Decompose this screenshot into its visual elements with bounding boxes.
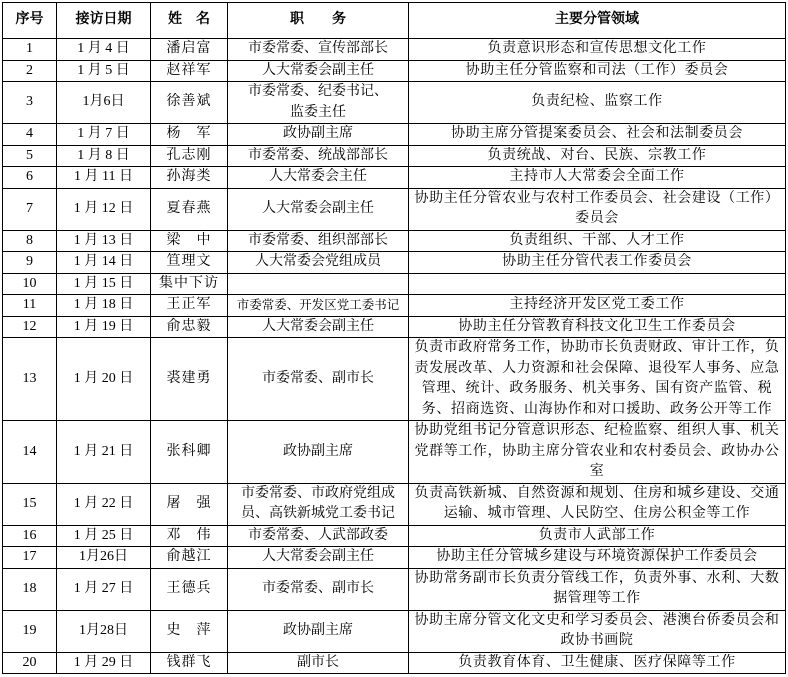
official-position: 市委常委、宣传部部长 bbox=[228, 39, 409, 61]
responsibility-area: 协助主席分管提案委员会、社会和法制委员会 bbox=[409, 124, 786, 146]
row-number: 12 bbox=[3, 316, 57, 338]
row-number: 7 bbox=[3, 188, 57, 230]
official-position: 市委常委、人武部政委 bbox=[228, 525, 409, 547]
row-number: 5 bbox=[3, 145, 57, 167]
official-position: 市委常委、市政府党组成员、高铁新城党工委书记 bbox=[228, 483, 409, 525]
table-row bbox=[3, 230, 786, 252]
responsibility-area: 负责市人武部工作 bbox=[409, 525, 786, 547]
responsibility-area: 主持经济开发区党工委工作 bbox=[409, 295, 786, 317]
visit-date: 1 月 11 日 bbox=[57, 167, 151, 189]
visit-date: 1 月 7 日 bbox=[57, 124, 151, 146]
official-position: 人大常委会副主任 bbox=[228, 316, 409, 338]
official-name: 张科卿 bbox=[151, 421, 228, 484]
responsibility-area: 负责教育体育、卫生健康、医疗保障等工作 bbox=[409, 652, 786, 674]
responsibility-area bbox=[409, 273, 786, 295]
official-name: 夏春燕 bbox=[151, 188, 228, 230]
row-number: 14 bbox=[3, 421, 57, 484]
official-name: 徐善斌 bbox=[151, 82, 228, 124]
official-name: 孙海类 bbox=[151, 167, 228, 189]
row-number: 19 bbox=[3, 610, 57, 652]
visit-date: 1 月 27 日 bbox=[57, 568, 151, 610]
row-number: 16 bbox=[3, 525, 57, 547]
official-name: 集中下访 bbox=[151, 273, 228, 295]
table-row bbox=[3, 295, 786, 317]
table-row bbox=[3, 82, 786, 124]
official-name: 俞忠毅 bbox=[151, 316, 228, 338]
official-position: 人大常委会副主任 bbox=[228, 547, 409, 569]
responsibility-area: 协助常务副市长负责分管线工作，负责外事、水利、大数据管理等工作 bbox=[409, 568, 786, 610]
responsibility-area: 负责组织、干部、人才工作 bbox=[409, 230, 786, 252]
official-name: 赵祥军 bbox=[151, 60, 228, 82]
responsibility-area: 协助主席分管文化文史和学习委员会、港澳台侨委员会和政协书画院 bbox=[409, 610, 786, 652]
visit-date: 1 月 15 日 bbox=[57, 273, 151, 295]
visit-date: 1月6日 bbox=[57, 82, 151, 124]
table-row bbox=[3, 525, 786, 547]
official-position bbox=[228, 273, 409, 295]
visit-date: 1 月 8 日 bbox=[57, 145, 151, 167]
official-name: 钱群飞 bbox=[151, 652, 228, 674]
row-number: 20 bbox=[3, 652, 57, 674]
official-position: 人大常委会主任 bbox=[228, 167, 409, 189]
table-row bbox=[3, 124, 786, 146]
header-position: 职 务 bbox=[228, 3, 409, 39]
responsibility-area: 协助主任分管农业与农村工作委员会、社会建设（工作）委员会 bbox=[409, 188, 786, 230]
table-row bbox=[3, 610, 786, 652]
official-name: 杨 军 bbox=[151, 124, 228, 146]
row-number: 1 bbox=[3, 39, 57, 61]
table-row bbox=[3, 547, 786, 569]
row-number: 4 bbox=[3, 124, 57, 146]
table-row bbox=[3, 652, 786, 674]
row-number: 13 bbox=[3, 338, 57, 421]
table-row bbox=[3, 167, 786, 189]
official-name: 潘启富 bbox=[151, 39, 228, 61]
header-duties: 主要分管领域 bbox=[409, 3, 786, 39]
official-position: 政协副主席 bbox=[228, 124, 409, 146]
row-number: 18 bbox=[3, 568, 57, 610]
table-header-row bbox=[3, 3, 786, 39]
row-number: 6 bbox=[3, 167, 57, 189]
official-name: 孔志刚 bbox=[151, 145, 228, 167]
visit-date: 1 月 12 日 bbox=[57, 188, 151, 230]
header-date: 接访日期 bbox=[57, 3, 151, 39]
official-position: 市委常委、组织部部长 bbox=[228, 230, 409, 252]
visit-date: 1 月 14 日 bbox=[57, 252, 151, 274]
official-name: 梁 中 bbox=[151, 230, 228, 252]
visit-date: 1 月 22 日 bbox=[57, 483, 151, 525]
official-name: 俞越江 bbox=[151, 547, 228, 569]
table-row bbox=[3, 483, 786, 525]
row-number: 10 bbox=[3, 273, 57, 295]
visit-date: 1 月 4 日 bbox=[57, 39, 151, 61]
official-name: 裘建勇 bbox=[151, 338, 228, 421]
official-name: 史 萍 bbox=[151, 610, 228, 652]
official-position: 市委常委、副市长 bbox=[228, 568, 409, 610]
official-position: 市委常委、统战部部长 bbox=[228, 145, 409, 167]
visit-date: 1 月 18 日 bbox=[57, 295, 151, 317]
official-position: 政协副主席 bbox=[228, 421, 409, 484]
visit-date: 1 月 25 日 bbox=[57, 525, 151, 547]
responsibility-area: 协助主任分管城乡建设与环境资源保护工作委员会 bbox=[409, 547, 786, 569]
official-position: 人大常委会党组成员 bbox=[228, 252, 409, 274]
table-row bbox=[3, 145, 786, 167]
responsibility-area: 协助主任分管教育科技文化卫生工作委员会 bbox=[409, 316, 786, 338]
visit-date: 1 月 19 日 bbox=[57, 316, 151, 338]
visit-date: 1月28日 bbox=[57, 610, 151, 652]
table-row bbox=[3, 39, 786, 61]
responsibility-area: 协助主任分管代表工作委员会 bbox=[409, 252, 786, 274]
official-position: 市委常委、副市长 bbox=[228, 338, 409, 421]
table-row bbox=[3, 273, 786, 295]
visit-date: 1月26日 bbox=[57, 547, 151, 569]
row-number: 2 bbox=[3, 60, 57, 82]
responsibility-area: 主持市人大常委会全面工作 bbox=[409, 167, 786, 189]
table-row bbox=[3, 188, 786, 230]
official-position: 市委常委、纪委书记、监委主任 bbox=[228, 82, 409, 124]
row-number: 9 bbox=[3, 252, 57, 274]
responsibility-area: 负责纪检、监察工作 bbox=[409, 82, 786, 124]
header-number: 序号 bbox=[3, 3, 57, 39]
table-row bbox=[3, 338, 786, 421]
responsibility-area: 负责意识形态和宣传思想文化工作 bbox=[409, 39, 786, 61]
row-number: 11 bbox=[3, 295, 57, 317]
official-name: 王正军 bbox=[151, 295, 228, 317]
header-name: 姓 名 bbox=[151, 3, 228, 39]
official-name: 笪理文 bbox=[151, 252, 228, 274]
visit-date: 1 月 21 日 bbox=[57, 421, 151, 484]
official-position: 政协副主席 bbox=[228, 610, 409, 652]
official-position: 副市长 bbox=[228, 652, 409, 674]
table-row bbox=[3, 252, 786, 274]
official-name: 邓 伟 bbox=[151, 525, 228, 547]
responsibility-area: 负责高铁新城、自然资源和规划、住房和城乡建设、交通运输、城市管理、人民防空、住房公积金等工作 bbox=[409, 483, 786, 525]
responsibility-area: 负责市政府常务工作，协助市长负责财政、审计工作，负责发展改革、人力资源和社会保障、退役军人事务、应急管理、统计、政务服务、机关事务、国有资产监管、税务、招商选资、山海协作和对口援助、政务公开等工作 bbox=[409, 338, 786, 421]
row-number: 15 bbox=[3, 483, 57, 525]
responsibility-area: 协助党组书记分管意识形态、纪检监察、组织人事、机关党群等工作，协助主席分管农业和农村委员会、政协办公室 bbox=[409, 421, 786, 484]
reception-schedule-table bbox=[2, 2, 786, 674]
table-row bbox=[3, 316, 786, 338]
official-position: 人大常委会副主任 bbox=[228, 188, 409, 230]
official-name: 王德兵 bbox=[151, 568, 228, 610]
visit-date: 1 月 13 日 bbox=[57, 230, 151, 252]
visit-date: 1 月 29 日 bbox=[57, 652, 151, 674]
table-row bbox=[3, 60, 786, 82]
responsibility-area: 负责统战、对台、民族、宗教工作 bbox=[409, 145, 786, 167]
visit-date: 1 月 5 日 bbox=[57, 60, 151, 82]
table-row bbox=[3, 421, 786, 484]
row-number: 8 bbox=[3, 230, 57, 252]
row-number: 17 bbox=[3, 547, 57, 569]
table-row bbox=[3, 568, 786, 610]
official-position: 人大常委会副主任 bbox=[228, 60, 409, 82]
responsibility-area: 协助主任分管监察和司法（工作）委员会 bbox=[409, 60, 786, 82]
row-number: 3 bbox=[3, 82, 57, 124]
official-name: 屠 强 bbox=[151, 483, 228, 525]
official-position: 市委常委、开发区党工委书记 bbox=[228, 295, 409, 317]
visit-date: 1 月 20 日 bbox=[57, 338, 151, 421]
